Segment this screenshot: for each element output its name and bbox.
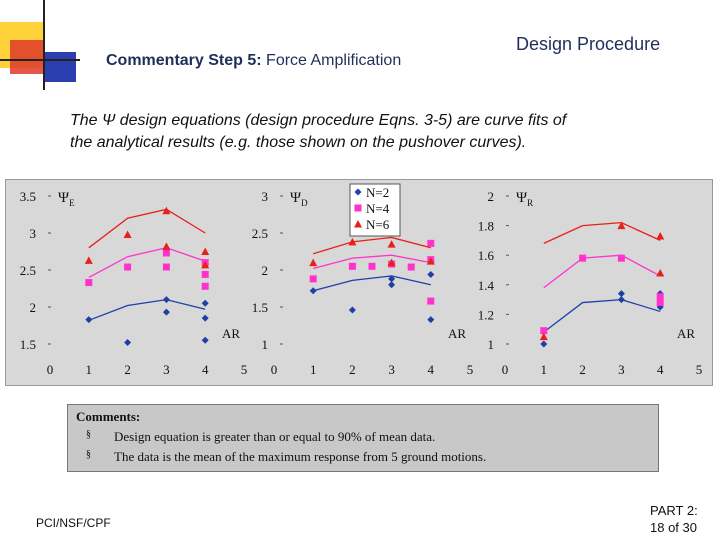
x-tick-label: 2 [579, 362, 586, 377]
x-tick-label: 5 [240, 362, 248, 377]
chart-svg [6, 180, 712, 385]
y-tick-label: 2.5 [251, 226, 268, 241]
data-point-diamond [427, 316, 434, 323]
data-point-square [163, 264, 170, 271]
x-tick-label: 0 [46, 362, 54, 377]
data-point-diamond [540, 341, 547, 348]
fit-line [544, 300, 660, 333]
comment-item [86, 449, 487, 465]
data-point-triangle [656, 232, 664, 240]
fit-line [544, 255, 660, 288]
data-point-square [349, 263, 356, 270]
legend-label: N=2 [366, 185, 390, 200]
x-tick-label: 0 [501, 362, 509, 377]
chart-title: $\Psi_D$ [290, 190, 308, 208]
data-point-square [202, 283, 209, 290]
data-point-square [657, 293, 664, 300]
section-title: Design Procedure [516, 34, 661, 54]
y-tick-label: 2 [487, 189, 494, 204]
x-tick-label: 4 [427, 362, 435, 377]
data-point-diamond [202, 315, 209, 322]
x-tick-label: 5 [695, 362, 703, 377]
data-point-square [85, 279, 92, 286]
fit-line [89, 209, 205, 247]
slide-subtitle [106, 52, 401, 70]
chart-panel [5, 179, 713, 386]
x-tick-label: 5 [466, 362, 474, 377]
logo-red-square [10, 40, 44, 74]
x-tick-label: 3 [388, 362, 395, 377]
y-tick-label: 1.5 [19, 337, 36, 352]
y-tick-label: 2 [261, 263, 268, 278]
comments-title: Comments: [76, 409, 141, 424]
footer-org: PCI/NSF/CPF [36, 516, 111, 530]
data-point-triangle [85, 256, 93, 264]
x-tick-label: 1 [85, 362, 93, 377]
bullet-icon: § [86, 429, 91, 440]
footer-page-info [650, 502, 698, 536]
data-point-triangle [388, 240, 396, 248]
y-tick-label: 1.6 [477, 248, 494, 264]
y-tick-label: 2.5 [19, 263, 36, 278]
x-tick-label: 2 [124, 362, 131, 377]
comment-text: Design equation is greater than or equal to 90% of mean data. [114, 429, 436, 444]
chart-title: $\Psi_E$ [58, 190, 75, 208]
x-tick-label: 0 [270, 362, 278, 377]
x-axis-label: AR [447, 326, 466, 341]
data-point-square [427, 298, 434, 305]
x-tick-label: 3 [618, 362, 625, 377]
fit-line [89, 300, 205, 321]
x-tick-label: 4 [656, 362, 664, 377]
fit-line [89, 248, 205, 278]
data-point-triangle [656, 269, 664, 277]
y-tick-label: 1.5 [251, 300, 268, 315]
fit-line [313, 237, 431, 253]
data-point-diamond [349, 306, 356, 313]
y-tick-label: 1.4 [477, 277, 494, 293]
fit-line [544, 223, 660, 244]
y-tick-label: 1.8 [477, 218, 494, 234]
footer-page-number: 18 of 30 [650, 520, 697, 535]
footer-part: PART 2: [650, 503, 698, 518]
body-line-1: The Ψ design equations (design procedure Eqns. 3-5) are curve fits of [70, 112, 567, 129]
x-tick-label: 2 [349, 362, 356, 377]
x-tick-label: 4 [201, 362, 209, 377]
data-point-diamond [85, 316, 92, 323]
data-point-square [355, 205, 362, 212]
data-point-square [427, 240, 434, 247]
data-point-square [579, 255, 586, 262]
fit-line [313, 276, 431, 291]
y-tick-label: 1 [261, 337, 268, 352]
logo-blue-square [44, 52, 76, 82]
y-tick-label: 1.2 [477, 307, 494, 323]
body-line-2: the analytical results (e.g. those shown on the pushover curves). [70, 134, 527, 151]
legend-label: N=4 [366, 201, 390, 216]
y-tick-label: 3 [29, 226, 36, 241]
data-point-diamond [163, 309, 170, 316]
x-tick-label: 1 [540, 362, 548, 377]
data-point-diamond [202, 300, 209, 307]
comments-box [67, 404, 659, 472]
legend-label: N=6 [366, 217, 390, 232]
data-point-square [202, 271, 209, 278]
chart-title: $\Psi_R$ [516, 190, 534, 208]
x-tick-label: 1 [309, 362, 317, 377]
data-point-square [369, 263, 376, 270]
y-tick-label: 2 [29, 300, 36, 315]
y-tick-label: 1 [487, 337, 494, 352]
step-label: Commentary Step 5: [106, 52, 262, 69]
comment-item [86, 429, 436, 445]
data-point-diamond [310, 287, 317, 294]
body-paragraph [70, 110, 670, 154]
data-point-square [163, 249, 170, 256]
data-point-triangle [201, 248, 209, 256]
data-point-triangle [124, 230, 132, 238]
data-point-diamond [124, 339, 131, 346]
data-point-square [310, 275, 317, 282]
x-axis-label: AR [676, 326, 695, 341]
data-point-square [124, 264, 131, 271]
data-point-diamond [163, 296, 170, 303]
logo [0, 0, 80, 90]
data-point-square [408, 264, 415, 271]
comment-text: The data is the mean of the maximum response from 5 ground motions. [114, 449, 487, 464]
y-tick-label: 3.5 [19, 189, 36, 204]
bullet-icon: § [86, 449, 91, 460]
data-point-diamond [202, 337, 209, 344]
x-axis-label: AR [221, 326, 240, 341]
step-topic: Force Amplification [266, 52, 402, 69]
data-point-diamond [427, 271, 434, 278]
data-point-triangle [309, 259, 317, 267]
data-point-diamond [618, 290, 625, 297]
x-tick-label: 3 [163, 362, 170, 377]
y-tick-label: 3 [261, 189, 268, 204]
data-point-triangle [162, 242, 170, 250]
data-point-square [618, 255, 625, 262]
